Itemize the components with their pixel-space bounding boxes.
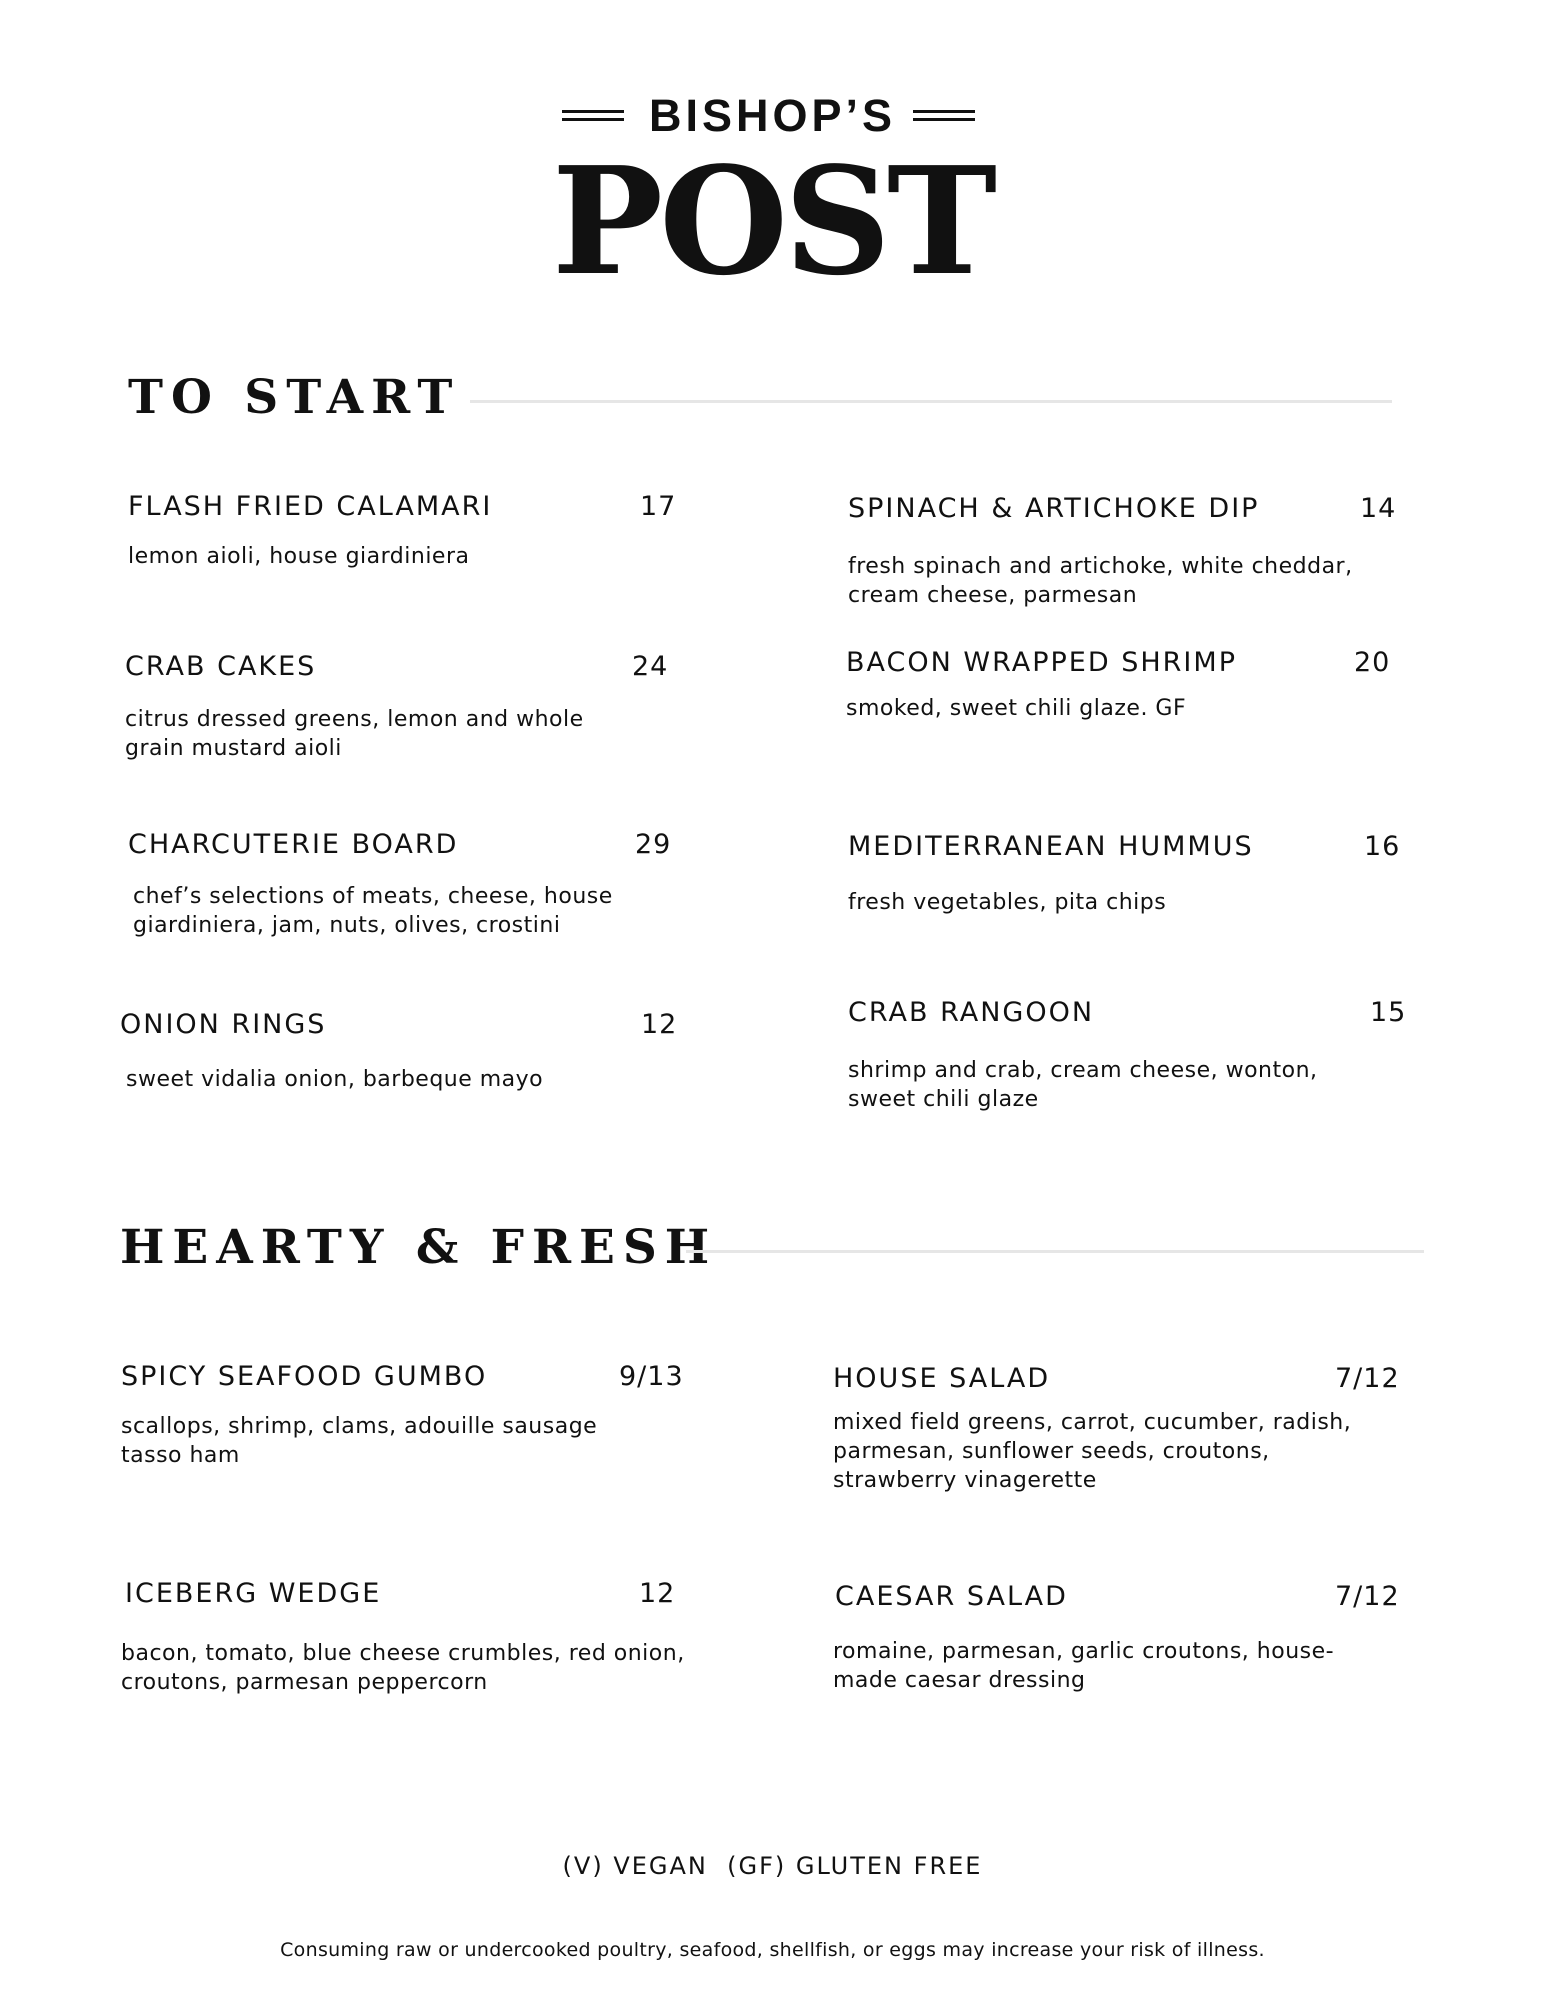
menu-item-name: CHARCUTERIE BOARD [128,829,459,860]
menu-item-description: bacon, tomato, blue cheese crumbles, red onion, croutons, parmesan peppercorn [121,1641,685,1695]
menu-item-price: 24 [632,651,669,682]
menu-item-name: CRAB RANGOON [848,997,1095,1028]
dietary-legend: (V) VEGAN (GF) GLUTEN FREE [562,1852,983,1880]
menu-item-price: 20 [1354,647,1391,678]
menu-item-description: lemon aioli, house giardiniera [128,544,470,569]
menu-item-price: 29 [635,829,672,860]
menu-item-name: MEDITERRANEAN HUMMUS [848,831,1254,862]
section-title-to-start: TO START [128,370,461,425]
menu-item-name: CRAB CAKES [125,651,317,682]
menu-item-name: SPINACH & ARTICHOKE DIP [848,493,1260,524]
logo-top-text: BISHOP’S [648,90,897,141]
menu-item-description: romaine, parmesan, garlic croutons, house-made caesar dressing [833,1639,1335,1693]
menu-item-price: 12 [639,1578,676,1609]
section-title-hearty-fresh: HEARTY & FRESH [120,1220,718,1275]
menu-item-price: 16 [1364,831,1401,862]
menu-item-name: HOUSE SALAD [833,1363,1051,1394]
menu-item-price: 7/12 [1335,1581,1400,1612]
logo-main-text: POST [551,134,994,308]
menu-item-description: shrimp and crab, cream cheese, wonton, sweet chili glaze [848,1058,1318,1112]
menu-item-description: fresh vegetables, pita chips [848,890,1167,915]
food-safety-disclaimer: Consuming raw or undercooked poultry, seafood, shellfish, or eggs may increase your risk of illness. [280,1939,1265,1961]
menu-item-price: 17 [640,491,677,522]
menu-item-description: mixed field greens, carrot, cucumber, radish, parmesan, sunflower seeds, croutons, strawberry vinagerette [833,1410,1352,1493]
menu-item-description: scallops, shrimp, clams, adouille sausage tasso ham [121,1414,598,1468]
menu-item-price: 9/13 [619,1361,684,1392]
menu-item-name: SPICY SEAFOOD GUMBO [121,1361,488,1392]
menu-item-description: citrus dressed greens, lemon and whole grain mustard aioli [125,707,584,761]
menu-item-description: sweet vidalia onion, barbeque mayo [126,1067,544,1092]
menu-item-name: BACON WRAPPED SHRIMP [846,647,1237,678]
menu-item-price: 15 [1370,997,1407,1028]
section-divider-to-start [470,400,1392,403]
menu-item-name: FLASH FRIED CALAMARI [128,491,493,522]
section-divider-hearty-fresh [686,1250,1424,1253]
menu-item-description: smoked, sweet chili glaze. GF [846,696,1187,721]
menu-item-name: ONION RINGS [120,1009,327,1040]
menu-item-price: 12 [641,1009,678,1040]
menu-item-price: 14 [1360,493,1397,524]
menu-item-description: chef’s selections of meats, cheese, house giardiniera, jam, nuts, olives, crostini [133,884,613,938]
menu-item-name: ICEBERG WEDGE [125,1578,382,1609]
menu-item-price: 7/12 [1335,1363,1400,1394]
menu-item-description: fresh spinach and artichoke, white cheddar, cream cheese, parmesan [848,554,1353,608]
menu-item-name: CAESAR SALAD [835,1581,1068,1612]
logo-right-double-rule [913,110,975,121]
restaurant-logo [0,88,1545,308]
